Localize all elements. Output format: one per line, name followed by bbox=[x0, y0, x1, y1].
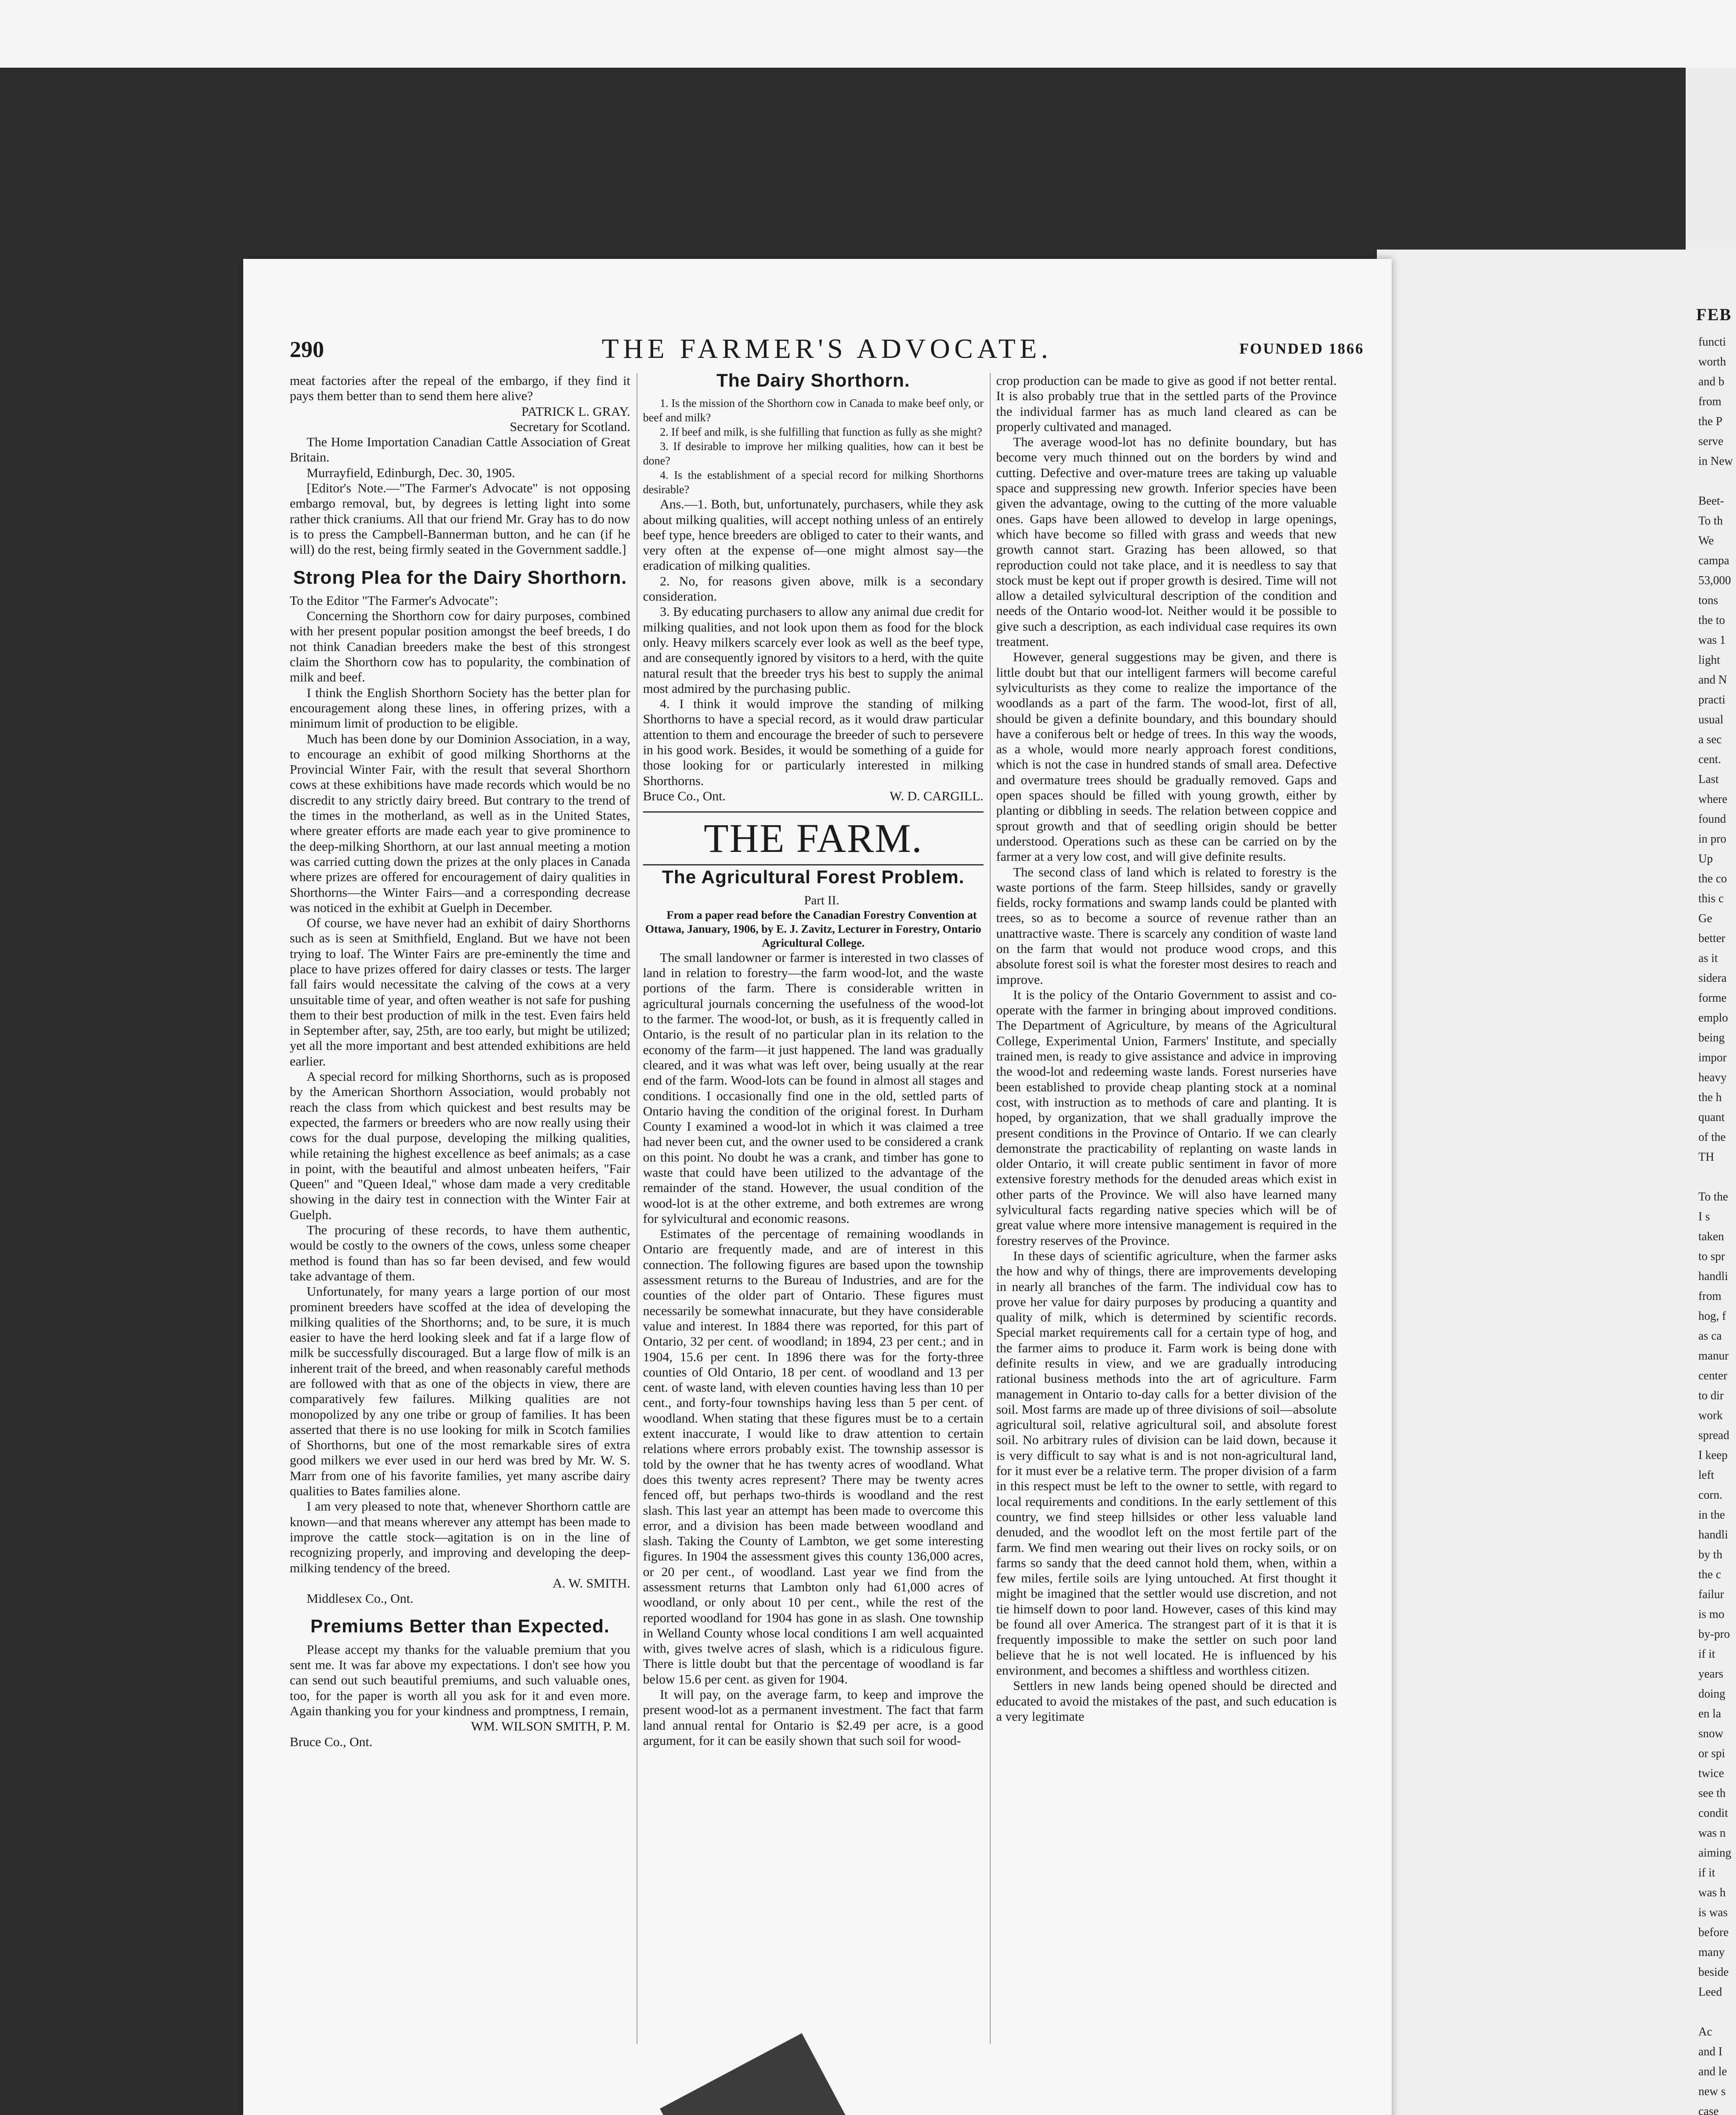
facing-text-fragment: new s bbox=[1698, 2085, 1726, 2098]
facing-text-fragment: spread bbox=[1698, 1429, 1730, 1442]
facing-text-fragment: functi bbox=[1698, 335, 1726, 349]
facing-text-fragment: snow bbox=[1698, 1727, 1724, 1740]
facing-text-fragment: is mo bbox=[1698, 1608, 1725, 1621]
facing-text-fragment: campa bbox=[1698, 554, 1730, 567]
facing-text-fragment: by th bbox=[1698, 1548, 1722, 1561]
facing-text-fragment: and I bbox=[1698, 2045, 1722, 2058]
facing-text-fragment: usual bbox=[1698, 713, 1724, 726]
signature-role: Secretary for Scotland. bbox=[510, 419, 630, 434]
paragraph: Estimates of the percentage of remaining woodlands in Ontario are frequently made, and are of interest in this connection. The following figures are based upon the township assessment returns to the Bureau of Industries, and are for the counties of the older part of Ontario. These figures must necessarily be somewhat innacurate, but they have considerable value and interest. In 1884 there was reported, for this part of Ontario, 32 per cent. of woodland; in 1894, 23 per cent.; and in 1904, 15.6 per cent. In 1896 there was for the forty-three counties of Old Ontario, 18 per cent. of woodland and 13 per cent. of waste land, with eleven counties having less than 10 per cent., and forty-four townships having less than 5 per cent. of woodland. When stating that these figures must be to a certain extent inaccurate, I would like to draw attention to certain relations where errors probably exist. The township assessor is told by the owner that he has twenty acres of woodland. What does this twenty acres represent? There may be twenty acres fenced off, but perhaps two-thirds is woodland and the rest slash. This last year an attempt has been made to overcome this error, and a division has been made between woodland and slash. Taking the County of Lambton, we get some interesting figures. In 1904 the assessment gives this county 136,000 acres, or 20 per cent., of woodland. Last year we find from the assessment returns that Lambton only had 61,000 acres of woodland, or only about 10 per cent., while the rest of the reported woodland for 1904 has gone in as slash. One township in Welland County whose local conditions I am well acquainted with, gives twelve acres of slash, which is a ridiculous figure. There is little doubt but that the percentage of woodland is far below 15.6 per cent. as given for 1904. bbox=[643, 1226, 983, 1687]
facing-text-fragment: case bbox=[1698, 2105, 1719, 2115]
facing-text-fragment: the to bbox=[1698, 614, 1725, 627]
article-strong-plea bbox=[290, 567, 630, 1607]
paragraph: 4. I think it would improve the standing of milking Shorthorns to have a special record, as it would draw particular attention to them and encourage the breeder of such to persevere in his good work. Besides, it would be something of a guide for those looking for or particularly interested in milking Shorthorns. bbox=[643, 696, 983, 788]
facing-text-fragment: handli bbox=[1698, 1270, 1728, 1283]
founded-label: FOUNDED 1866 bbox=[1239, 340, 1364, 357]
facing-text-fragment: in New bbox=[1698, 455, 1733, 468]
facing-text-fragment: to spr bbox=[1698, 1250, 1725, 1263]
facing-text-fragment: failur bbox=[1698, 1588, 1724, 1601]
paragraph: The small landowner or farmer is interested in two classes of land in relation to forestry—the farm wood-lot, and the waste portions of the farm. There is considerable written in agricultural journals concerning the usefulness of the wood-lot to the farmer. The wood-lot, or bush, as it is frequently called in Ontario, is the result of no particular plan in its relation to the economy of the farm—it just happened. The land was gradually cleared, and it was what was left over, being usually at the rear end of the farm. Wood-lots can be found in almost all stages and conditions. I occasionally find one in the old, settled parts of Ontario having the condition of the original forest. In Durham County I examined a wood-lot in which it was claimed a tree had never been cut, and the owner used to be considered a crank on this point. No doubt he was a crank, and timber has gone to waste that could have been utilized to the advantage of the remainder of the stand. However, the usual condition of the wood-lot is at the other extreme, and both extremes are wrong for sylvicultural and economic reasons. bbox=[643, 950, 983, 1226]
facing-text-fragment: left bbox=[1698, 1469, 1714, 1482]
paragraph: The procuring of these records, to have them authentic, would be costly to the owners of the cows, unless some cheaper method is found than has so far been devised, and few would take advantage of them. bbox=[290, 1222, 630, 1283]
facing-text-fragment: was 1 bbox=[1698, 634, 1726, 647]
facing-text-fragment: manur bbox=[1698, 1349, 1729, 1362]
column-rule bbox=[990, 373, 991, 2044]
facing-text-fragment: serve bbox=[1698, 435, 1724, 448]
signature-line bbox=[643, 788, 983, 804]
paragraph: 2. No, for reasons given above, milk is a secondary consideration. bbox=[643, 573, 983, 604]
facing-text-fragment: Beet- bbox=[1698, 494, 1724, 508]
facing-text-fragment: as it bbox=[1698, 952, 1718, 965]
facing-text-fragment: many bbox=[1698, 1946, 1725, 1959]
paragraph: Of course, we have never had an exhibit of dairy Shorthorns such as is seen at Smithfield, England. But we have not been trying to loaf. The Winter Fairs are pre-eminently the time and place to have prizes offered for dairy classes or tests. The larger fall fairs would necessitate the calving of the cows at a very unsuitable time of year, and often weather is not safe for pushing them to their best production of milk in the test. Even fairs held in September after, say, 25th, are too early, but might be utilized; yet all the more important and best attended exhibitions are held earlier. bbox=[290, 915, 630, 1068]
facing-text-fragment: To th bbox=[1698, 514, 1723, 527]
paragraph: The average wood-lot has no definite boundary, but has become very much thinned out on the borders by wind and cutting. Defective and over-mature trees are taking up valuable space and suppressing new growth. Inferior species have been given the advantage, owing to the cutting of the more valuable ones. Gaps have been allowed to develop in large openings, which have become so filled with grass and weeds that new growth cannot start. Grazing has been allowed, so that reproduction could not take place, and it is needless to say that stock must be kept out if proper growth is desired. Time will not allow a detailed sylvicultural description of the condition and needs of the Ontario wood-lot. Neither would it be possible to give such a description, as each individual case requires its own treatment. bbox=[996, 434, 1337, 649]
section-banner bbox=[643, 811, 983, 865]
paragraph: Concerning the Shorthorn cow for dairy purposes, combined with her present popular position amongst the beef breeds, I do not think Canadian breeders make the best of this strongest claim the Shorthorn cow has to popularity, the combination of milk and beef. bbox=[290, 608, 630, 685]
facing-text-fragment: We bbox=[1698, 534, 1714, 547]
facing-text-fragment: cent. bbox=[1698, 753, 1721, 766]
signature: A. W. SMITH. bbox=[552, 1575, 630, 1590]
facing-text-fragment: aiming bbox=[1698, 1846, 1731, 1860]
facing-text-fragment: see th bbox=[1698, 1787, 1726, 1800]
facing-text-fragment: TH bbox=[1698, 1151, 1714, 1164]
dateline: Bruce Co., Ont. bbox=[290, 1734, 373, 1749]
paragraph: Much has been done by our Dominion Association, in a way, to encourage an exhibit of good milking Shorthorns at the Provincial Winter Fair, with the result that several Shorthorn cows at these exhibitions have made records which would be no discredit to any strictly dairy breed. But contrary to the trend of the times in the motherland, as well as in the United States, where greater efforts are made each year to give prominence to the deep-milking Shorthorn, at our last annual meeting a motion was carried cutting down the prizes at the only places in Canada where prizes are offered for encouragement of dairy qualities in Shorthorns—the Winter Fairs—and a corresponding decrease was noticed in the exhibit at Guelph in December. bbox=[290, 731, 630, 915]
signature: W. D. CARGILL. bbox=[890, 788, 983, 803]
facing-text-fragment: Last bbox=[1698, 773, 1719, 786]
facing-text-fragment: Ge bbox=[1698, 912, 1712, 925]
article-title: The Dairy Shorthorn. bbox=[716, 373, 910, 391]
paragraph: However, general suggestions may be given, and there is little doubt but that our intelligent farmers will become careful sylviculturists as they come to realize the importance of the woodlands as a part of the farm. The wood-lot, first of all, should be given a definite boundary, and this boundary should have a coniferous belt or hedge of trees. In this way the woods, as a whole, would more nearly approach forest conditions, which is not the case in hundred stands of small area. Defective and overmature trees should be gradually removed. Gaps and open spaces should be filled with young growth, either by planting or dibbling in seeds. The relation between coppice and sprout growth and that of seedling origin should be better understood. Operations such as these can be carried on by the farmer at a very low cost, and will give definite results. bbox=[996, 649, 1337, 864]
question: 2. If beef and milk, is she fulfilling that function as fully as she might? bbox=[660, 426, 982, 439]
facing-text-fragment: taken bbox=[1698, 1230, 1724, 1243]
article-title: Premiums Better than Expected. bbox=[310, 1616, 610, 1637]
article-title: Strong Plea for the Dairy Shorthorn. bbox=[293, 567, 627, 588]
facing-text-fragment: better bbox=[1698, 932, 1725, 945]
facing-text-fragment: or spi bbox=[1698, 1747, 1725, 1760]
paragraph: It is the policy of the Ontario Government to assist and co-operate with the farmer in bringing about improved conditions. The Department of Agriculture, by means of the Agricultural College, Experimental Union, Farmers' Institute, and specially trained men, is ready to give assistance and advice in improving the wood-lot and redeeming waste lands. Forest nurseries have been established to provide cheap planting stock at a nominal cost, with instruction as to methods of care and planting. It is hoped, by organization, that we shall gradually improve the present conditions in the Province of Ontario. If we can clearly demonstrate the practicability of replanting on waste lands in older Ontario, it will create public sentiment in favor of more extensive forestry methods for the denuded areas which exist in other parts of the Province. We will also have learned many sylvicultural facts regarding native species which will be of great value where more intensive management is required in the forestry reserves of the Province. bbox=[996, 987, 1337, 1248]
signature: PATRICK L. GRAY. bbox=[521, 404, 630, 419]
section-title: THE FARM. bbox=[703, 816, 923, 861]
facing-text-fragment: 53,000 bbox=[1698, 574, 1731, 587]
facing-text-fragment: practi bbox=[1698, 693, 1725, 706]
facing-text-fragment: the c bbox=[1698, 1568, 1721, 1581]
facing-text-fragment: from bbox=[1698, 1290, 1722, 1303]
paragraph: crop production can be made to give as good if not better rental. It is also probably true that in the settled parts of the Province the individual farmer has as much land cleared as can be properly cultivated and managed. bbox=[996, 373, 1337, 434]
facing-text-fragment: work bbox=[1698, 1409, 1723, 1422]
facing-text-fragment: and N bbox=[1698, 673, 1727, 687]
facing-text-fragment: from bbox=[1698, 395, 1722, 408]
facing-text-fragment: the P bbox=[1698, 415, 1722, 428]
facing-text-fragment: forme bbox=[1698, 992, 1727, 1005]
facing-text-fragment: quant bbox=[1698, 1111, 1725, 1124]
column-2 bbox=[643, 373, 983, 2044]
facing-text-fragment: and b bbox=[1698, 375, 1725, 388]
question: 4. Is the establishment of a special record for milking Shorthorns desirable? bbox=[643, 469, 983, 496]
scan-border-top bbox=[0, 0, 1736, 68]
column-3 bbox=[996, 373, 1337, 2044]
letter-end-gray bbox=[290, 373, 630, 558]
facing-text-fragment: was h bbox=[1698, 1886, 1726, 1899]
paragraph: The second class of land which is related to forestry is the waste portions of the farm. Steep hillsides, sandy or gravelly fields, rocky formations and swamp lands could be planted with trees, so as to become a source of revenue rather than an unattractive waste. There is scarcely any condition of waste land on the farm that would not produce wood crops, and this absolute forest soil is what the forester most desires to reach and improve. bbox=[996, 864, 1337, 987]
article-intro: From a paper read before the Canadian Forestry Convention at Ottawa, January, 1906, by E. J. Zavitz, Lecturer in Forestry, Ontario Agricultural College. bbox=[645, 908, 981, 949]
facing-text-fragment: by-pro bbox=[1698, 1628, 1730, 1641]
column-1 bbox=[290, 373, 630, 2044]
facing-text-fragment: tons bbox=[1698, 594, 1718, 607]
facing-text-fragment: doing bbox=[1698, 1687, 1725, 1700]
facing-text-fragment: Up bbox=[1698, 852, 1713, 865]
facing-text-fragment: of the bbox=[1698, 1131, 1726, 1144]
dateline: Bruce Co., Ont. bbox=[643, 788, 726, 803]
facing-text-fragment: the h bbox=[1698, 1091, 1722, 1104]
paragraph: A special record for milking Shorthorns, such as is proposed by the American Shorthorn Association, would probably not reach the class from which quickest and best results may be expected, the farmers or breeders who are now really using their cows for the dual purpose, developing the milking qualities, while retaining the highest excellence as beef animals; as a case in point, with the beautiful and almost unbeaten heifers, "Fair Queen" and "Queen Ideal," whose dam made a very creditable showing in the dairy test in connection with the Winter Fair at Guelph. bbox=[290, 1069, 630, 1222]
question: 3. If desirable to improve her milking qualities, how can it best be done? bbox=[643, 440, 983, 467]
paragraph: 3. By educating purchasers to allow any animal due credit for milking qualities, and not look upon them as food for the block only. Heavy milkers scarcely ever look as well as the beef type, and are consequently ignored by visitors to a herd, with the quite natural result that the breeder trys his best to supply the animal most admired by the purchasing public. bbox=[643, 604, 983, 696]
article-title: The Agricultural Forest Problem. bbox=[662, 867, 964, 888]
facing-text-fragment: being bbox=[1698, 1031, 1725, 1044]
facing-page-header: FEB bbox=[1696, 305, 1732, 324]
facing-text-fragment: if it bbox=[1698, 1866, 1715, 1879]
paragraph: Unfortunately, for many years a large portion of our most prominent breeders have scoffed at the idea of developing the milking qualities of the Shorthorns; and, to be sure, it is much easier to have the herd looking sleek and fat if a large flow of milk be successfully discouraged. But a large flow of milk is an inherent trait of the breed, and when reasonably careful methods are followed with that as one of the objects in view, there are comparatively few failures. Milking qualities are not monopolized by any one tribe or group of families. It has been asserted that there is no use looking for milk in Scotch families of Shorthorns, but one of the most remarkable sires of extra good milkers we ever used in our herd was bred by Mr. W. S. Marr from one of his favorite families, yet many ascribe dairy qualities to Bates families alone. bbox=[290, 1284, 630, 1499]
paragraph: In these days of scientific agriculture, when the farmer asks the how and why of things, there are improvements developing in nearly all branches of the farm. The individual cow has to prove her value for dairy purposes by producing a quantity and quality of milk, which is determined by scientific records. Special market requirements call for a certain type of hog, and the farmer aims to produce it. Farm work is being done with definite results in view, and we are gradually introducing rational business methods into the art of agriculture. Farm management in Ontario to-day calls for a better division of the soil. Most farms are made up of three divisions of soil—absolute agricultural soil, relative agricultural soil, and absolute forest soil. No arbitrary rules of division can be laid down, because it is very difficult to say what is and is not non-agricultural land, for it must ever be a relative term. The proper division of a farm in this respect must be left to the owner to settle, with regard to local requirements and conditions. In the early settlement of this country, we find steep hillsides or other less valuable land denuded, and the woodlot left on the most fertile part of the farm. We find men wearing out their lives on rocky soils, or on farms so sandy that the deed cannot hold them, when, within a few miles, fertile soils are lying untouched. At first thought it might be imagined that the settler would use discretion, and not tie himself down to poor land. However, cases of this kind may be found all over America. The strangest part of it is that it is frequently impossible to make the settler on such poor land believe that he is not well located. He is influenced by his environment, and becomes a shiftless and worthless citizen. bbox=[996, 1248, 1337, 1678]
page-number: 290 bbox=[290, 337, 324, 362]
facing-text-fragment: heavy bbox=[1698, 1071, 1727, 1084]
facing-text-fragment: I s bbox=[1698, 1210, 1710, 1223]
facing-text-fragment: I keep bbox=[1698, 1449, 1728, 1462]
facing-text-fragment: where bbox=[1698, 793, 1728, 806]
salutation: To the Editor "The Farmer's Advocate": bbox=[290, 593, 498, 608]
facing-text-fragment: in pro bbox=[1698, 832, 1727, 846]
facing-text-fragment: hog, f bbox=[1698, 1310, 1726, 1323]
paragraph: Ans.—1. Both, but, unfortunately, purchasers, while they ask about milking qualities, will accept nothing unless of an entirely beef type, hence breeders are obliged to cater to their wants, and very often at the expense of—one might almost say—the eradication of milking qualities. bbox=[643, 497, 983, 573]
facing-text-fragment: found bbox=[1698, 813, 1726, 826]
facing-text-fragment: as ca bbox=[1698, 1329, 1722, 1343]
editor-note: [Editor's Note.—"The Farmer's Advocate" is not opposing embargo removal, but, by degrees is letting light into some rather thick craniums. All that our friend Mr. Gray has to do now is to press the Campbell-Bannerman button, and he can (if he will) do the rest, being firmly seated in the Government saddle.] bbox=[290, 481, 630, 557]
paragraph: I think the English Shorthorn Society has the better plan for encouragement along these lines, in offering prizes, with a minimum limit of production to be eligible. bbox=[290, 685, 630, 731]
facing-text-fragment: sidera bbox=[1698, 972, 1727, 985]
facing-text-fragment: before bbox=[1698, 1926, 1729, 1939]
facing-text-fragment: a sec bbox=[1698, 733, 1722, 746]
signature-org: The Home Importation Canadian Cattle Association of Great Britain. bbox=[290, 434, 630, 465]
signature: WM. WILSON SMITH, P. M. bbox=[471, 1719, 630, 1734]
question: 1. Is the mission of the Shorthorn cow in Canada to make beef only, or beef and milk? bbox=[643, 397, 983, 424]
facing-text-fragment: was n bbox=[1698, 1827, 1726, 1840]
page-header bbox=[290, 333, 1364, 367]
facing-text-fragment: center bbox=[1698, 1369, 1728, 1382]
facing-text-fragment: en la bbox=[1698, 1707, 1721, 1720]
paragraph: Settlers in new lands being opened should be directed and educated to avoid the mistakes of the past, and such education is a very legitimate bbox=[996, 1678, 1337, 1724]
article-part: Part II. bbox=[804, 893, 840, 907]
facing-text-fragment: twice bbox=[1698, 1767, 1724, 1780]
paragraph: Please accept my thanks for the valuable premium that you sent me. It was far above my expectations. I don't see how you can send out such beautiful premiums, and such valuable ones, too, for the paper is worth all you ask for it and even more. Again thanking you for your kindness and promptness, I remain, bbox=[290, 1642, 630, 1718]
paragraph: meat factories after the repeal of the embargo, if they find it pays them better than to send them here alive? bbox=[290, 373, 630, 404]
facing-text-fragment: this c bbox=[1698, 892, 1724, 905]
facing-text-fragment: handli bbox=[1698, 1528, 1728, 1541]
facing-text-fragment: beside bbox=[1698, 1966, 1729, 1979]
paragraph: I am very pleased to note that, whenever Shorthorn cattle are known—and that means wherever any attempt has been made to improve the cattle stock—agitation is on in the line of recognizing properly, and improving and developing the deep-milking tendency of the breed. bbox=[290, 1499, 630, 1575]
masthead-title: THE FARMER'S ADVOCATE. bbox=[602, 333, 1052, 364]
facing-text-fragment: years bbox=[1698, 1667, 1724, 1681]
facing-text-fragment: corn. bbox=[1698, 1489, 1722, 1502]
paragraph: It will pay, on the average farm, to keep and improve the present wood-lot as a permanent investment. The fact that farm land annual rental for Ontario is $2.49 per acre, is a good argument, for it can be easily shown that such soil for wood- bbox=[643, 1687, 983, 1748]
facing-text-fragment: impor bbox=[1698, 1051, 1727, 1064]
facing-text-fragment: To the bbox=[1698, 1190, 1728, 1203]
facing-text-fragment: in the bbox=[1698, 1508, 1725, 1522]
dateline: Middlesex Co., Ont. bbox=[307, 1591, 414, 1606]
facing-page bbox=[1377, 250, 1736, 2115]
article-forest-problem bbox=[643, 867, 983, 1748]
facing-text-fragment: if it bbox=[1698, 1648, 1715, 1661]
facing-text-fragment: Leed bbox=[1698, 1986, 1722, 1999]
facing-text-fragment: light bbox=[1698, 654, 1720, 667]
facing-text-fragment: is was bbox=[1698, 1906, 1728, 1919]
facing-text-fragment: and le bbox=[1698, 2065, 1727, 2078]
article-dairy-shorthorn bbox=[643, 373, 983, 804]
article-premiums bbox=[290, 1616, 630, 1749]
newspaper-page bbox=[243, 259, 1392, 2115]
dateline: Murrayfield, Edinburgh, Dec. 30, 1905. bbox=[307, 465, 515, 480]
facing-text-fragment: the co bbox=[1698, 872, 1727, 885]
facing-text-fragment: emplo bbox=[1698, 1011, 1728, 1025]
facing-text-fragment: worth bbox=[1698, 355, 1726, 368]
facing-text-fragment: to dir bbox=[1698, 1389, 1724, 1402]
facing-text-fragment: condit bbox=[1698, 1807, 1728, 1820]
facing-text-fragment: Ac bbox=[1698, 2025, 1712, 2038]
